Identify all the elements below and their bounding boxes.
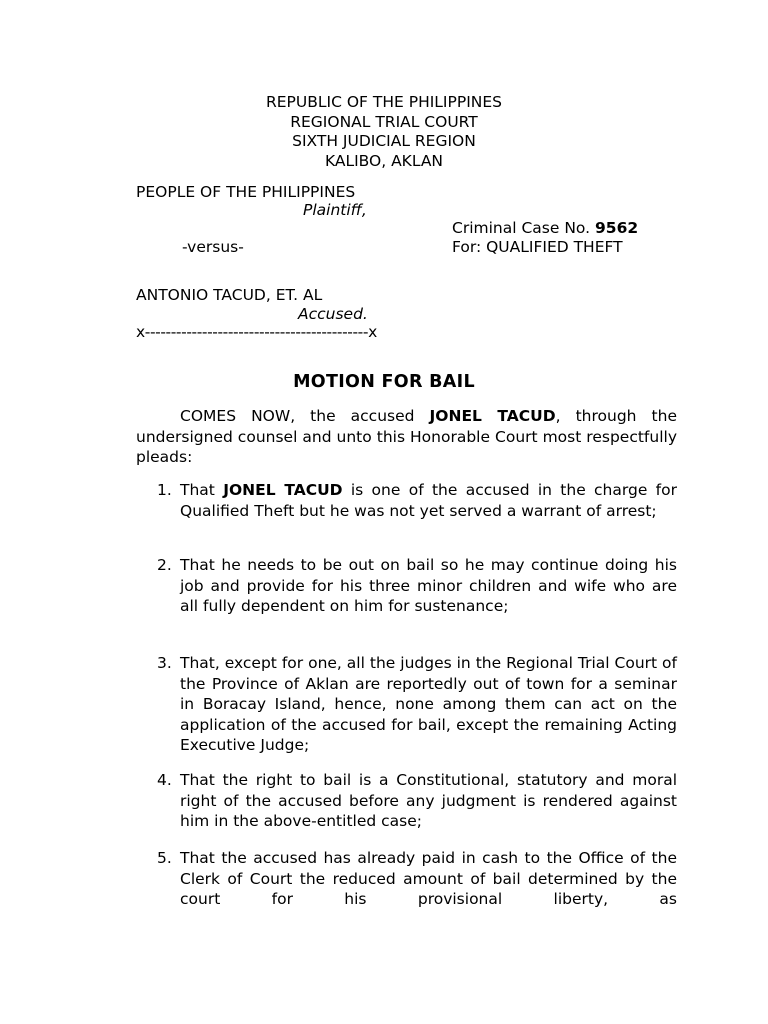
intro-pre: COMES NOW, the accused [180, 407, 430, 425]
header-line-court: REGIONAL TRIAL COURT [290, 112, 478, 131]
list-item [136, 653, 677, 756]
list-item-text: That, except for one, all the judges in the Regional Trial Court of the Province of Aklan are reportedly out of town for a seminar in Boracay Island, hence, none among them can act on the application of the accused for bail, except the remaining Acting Executive Judge; [180, 654, 677, 754]
list-item-number: 2. [157, 556, 172, 574]
list-item-text [180, 480, 677, 521]
plaintiff-role: Plaintiff, [303, 201, 367, 219]
case-offense: For: QUALIFIED THEFT [452, 238, 623, 256]
intro-accused-name: JONEL TACUD [429, 407, 556, 425]
list-item-number: 3. [157, 654, 172, 672]
header-line-location: KALIBO, AKLAN [324, 151, 444, 170]
header-line-republic: REPUBLIC OF THE PHILIPPINES [265, 93, 502, 111]
header-line-region: SIXTH JUDICIAL REGION [292, 132, 476, 150]
list-item-bold-name: JONEL TACUD [223, 481, 343, 499]
list-item [136, 555, 677, 617]
case-number [452, 218, 638, 238]
list-item [136, 480, 677, 521]
list-item-text: That he needs to be out on bail so he may continue doing his job and provide for his three minor children and wife who are all fully dependent on him for sustenance; [180, 556, 677, 615]
plaintiff-name: PEOPLE OF THE PHILIPPINES [136, 183, 356, 201]
list-item-number: 5. [157, 849, 172, 867]
versus-label: -versus- [182, 238, 244, 256]
document-title: MOTION FOR BAIL [293, 372, 475, 392]
accused-name: ANTONIO TACUD, ET. AL [136, 286, 323, 304]
list-item-text: That the right to bail is a Constitutional, statutory and moral right of the accused before any judgment is rendered against him in the above-entitled case; [180, 771, 677, 830]
list-item-number: 4. [157, 771, 172, 789]
list-item-text: That the accused has already paid in cash to the Office of the Clerk of Court the reduced amount of bail determined by the court for his provisional liberty, as [180, 849, 677, 908]
case-number-label: Criminal Case No. [452, 219, 591, 237]
list-item [136, 848, 677, 910]
case-number-value: 9562 [595, 219, 639, 237]
list-item-number: 1. [157, 481, 172, 499]
list-item-post: is one of the accused in the charge for Qualified Theft but he was not yet served a warrant of arrest; [180, 481, 677, 520]
intro-post: , through the undersigned counsel and unto this Honorable Court most respectfully pleads: [136, 407, 677, 466]
court-header [0, 93, 768, 171]
caption-separator: x-------------------------------------------x [136, 323, 377, 341]
accused-role: Accused. [298, 305, 368, 323]
list-item [136, 770, 677, 832]
list-item-pre: That [180, 481, 224, 499]
intro-paragraph [136, 406, 677, 468]
